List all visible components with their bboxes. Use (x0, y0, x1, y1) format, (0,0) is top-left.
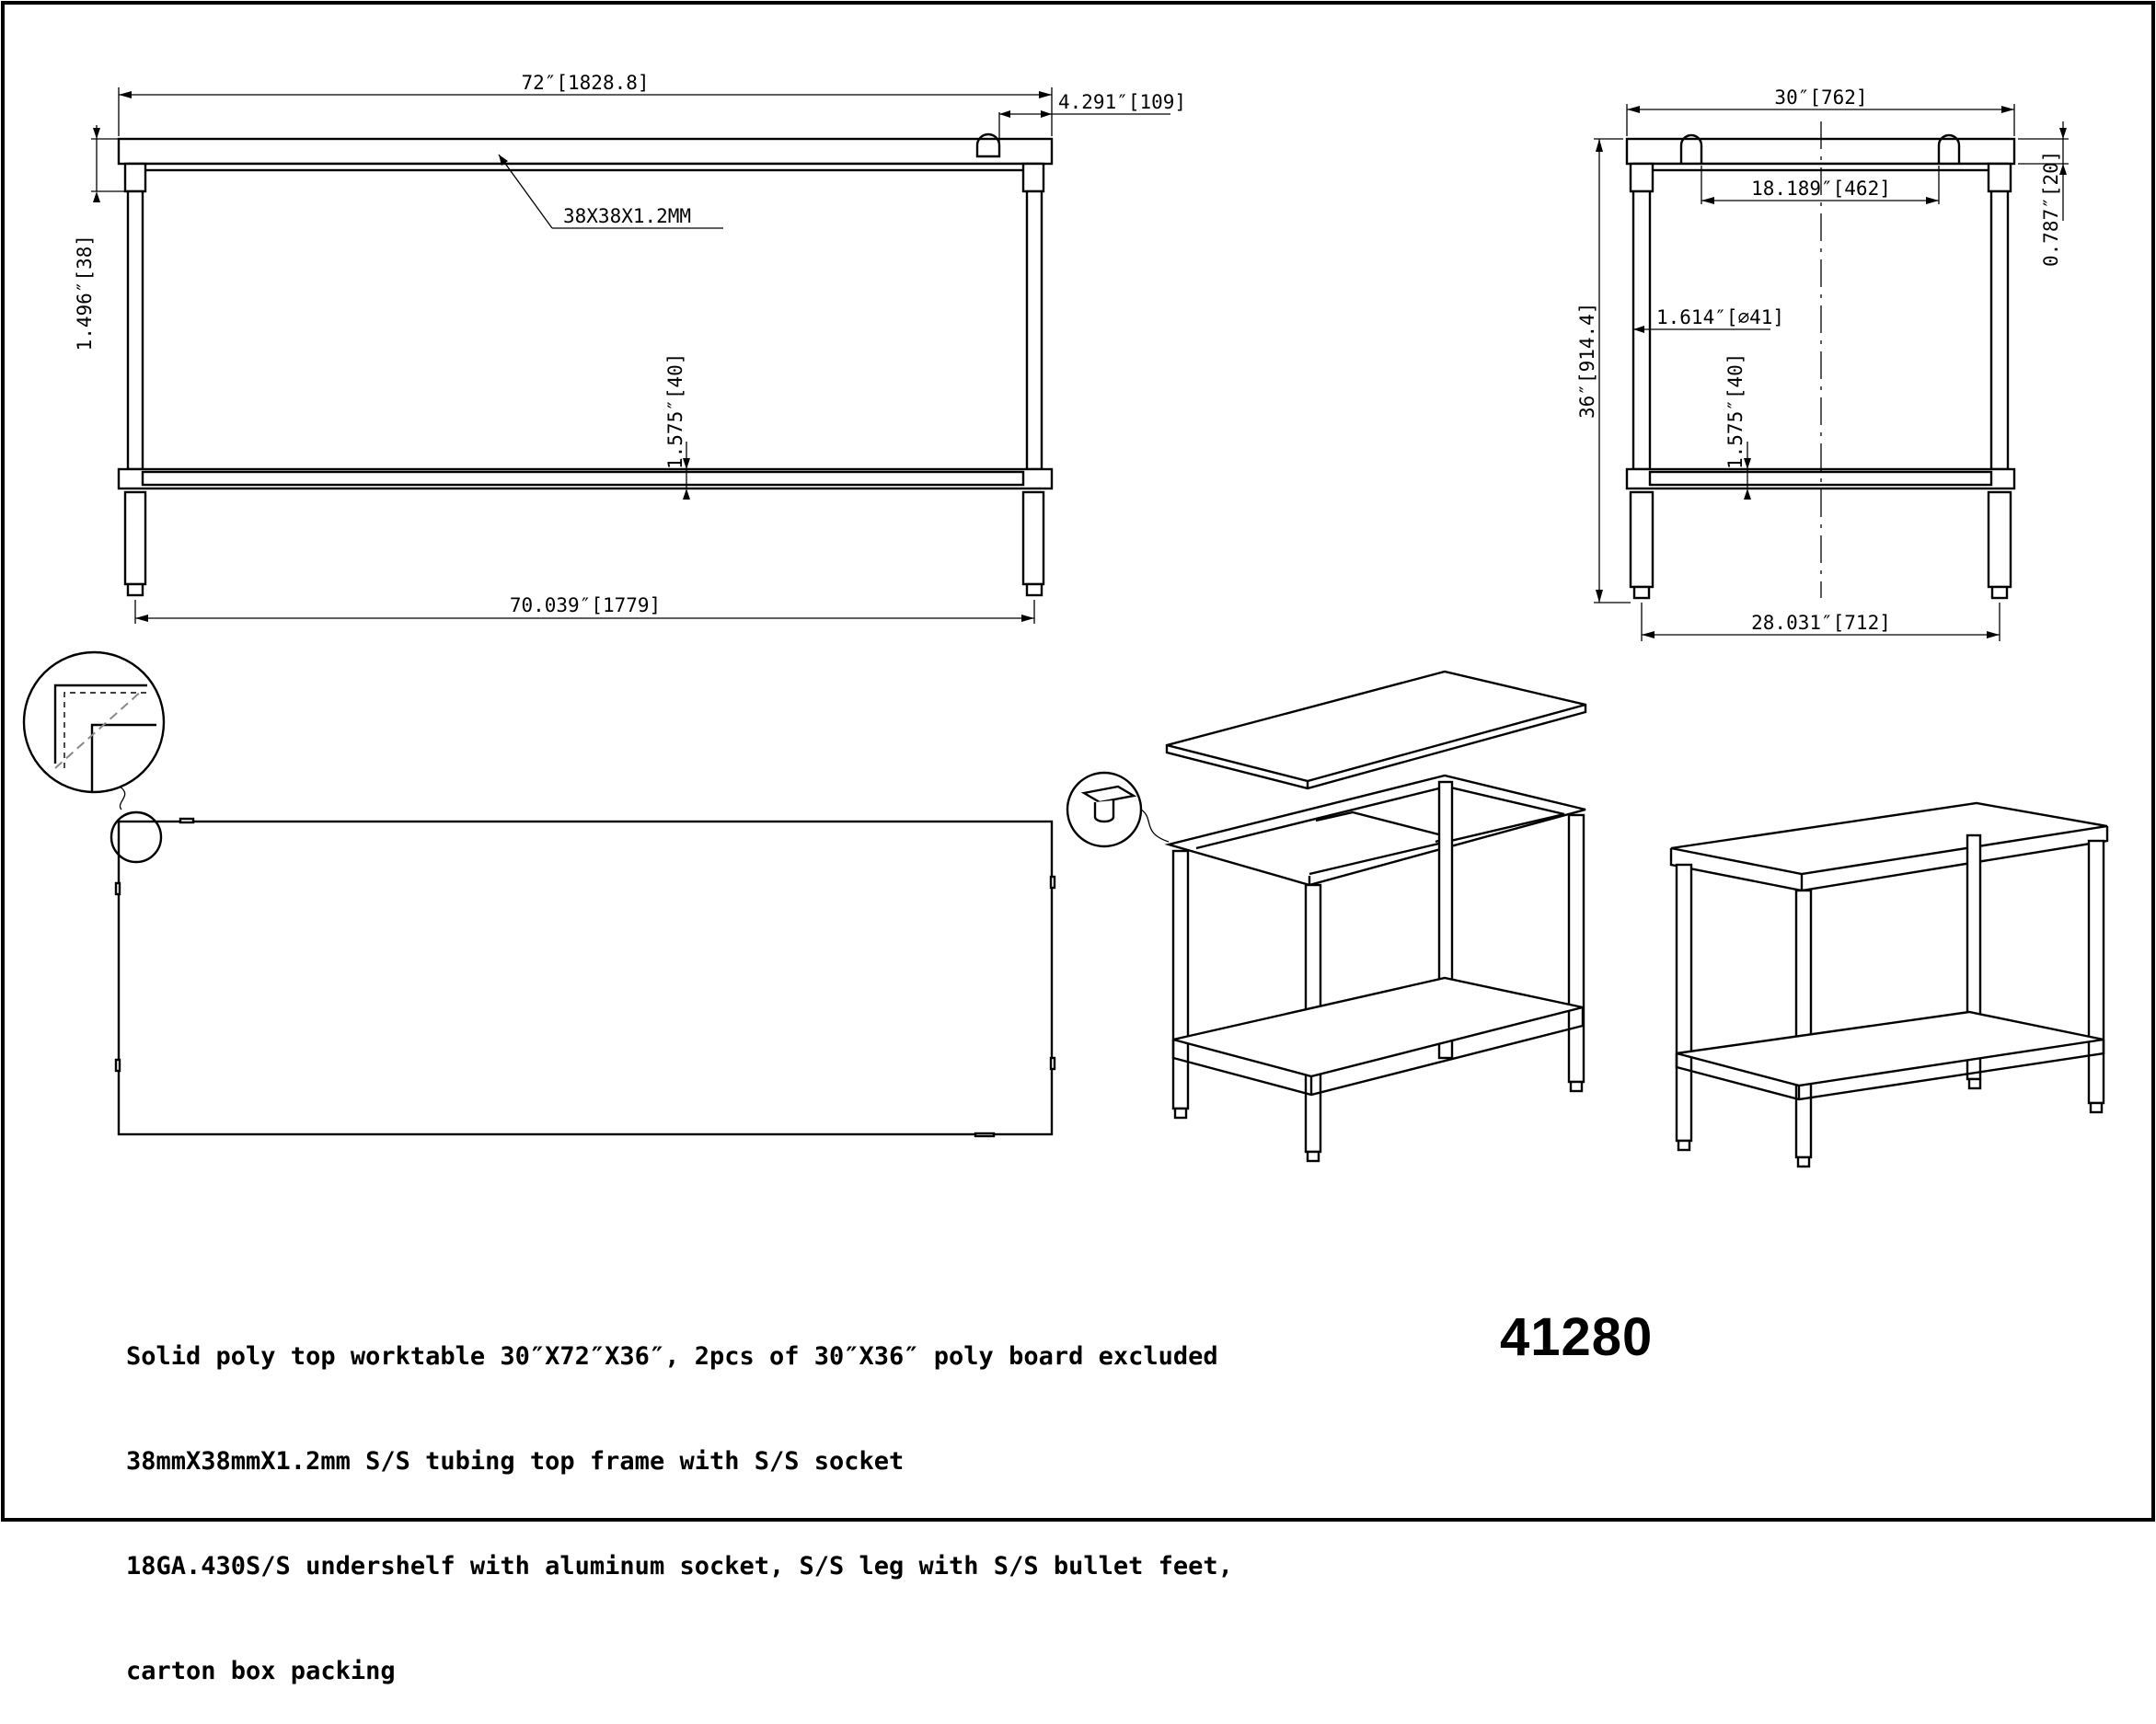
side-leg-diameter-dim: 1.614″[⌀41] (1656, 306, 1785, 328)
note-line-4: carton box packing (126, 1657, 396, 1685)
plan-view (24, 652, 1055, 1136)
exploded-isometric-view (1067, 672, 1585, 1161)
side-depth-dim: 30″[762] (1774, 86, 1868, 109)
side-height-dim: 36″[914.4] (1576, 302, 1598, 419)
side-top-thickness-dim: 0.787″[20] (2040, 150, 2062, 267)
note-line-3: 18GA.430S/S undershelf with aluminum socket, S/S leg with S/S bullet feet, (126, 1552, 1233, 1580)
side-elevation-view (1576, 86, 2069, 641)
front-leg-span-dim: 70.039″[1779] (509, 594, 662, 616)
side-leg-span-dim: 28.031″[712] (1751, 612, 1891, 634)
front-socket-offset-dim: 4.291″[109] (1058, 91, 1187, 113)
front-elevation-view (74, 72, 1186, 624)
model-number: 41280 (1500, 1307, 1654, 1367)
front-tubing-callout: 38X38X1.2MM (563, 205, 692, 227)
note-line-2: 38mmX38mmX1.2mm S/S tubing top frame with S/S socket (126, 1447, 905, 1476)
specification-notes (126, 1270, 1233, 1724)
side-socket-spacing-dim: 18.189″[462] (1751, 178, 1891, 200)
front-undershelf-dim: 1.575″[40] (664, 352, 686, 469)
note-line-1: Solid poly top worktable 30″X72″X36″, 2pcs of 30″X36″ poly board excluded (126, 1342, 1218, 1371)
side-undershelf-dim: 1.575″[40] (1724, 352, 1747, 469)
front-width-dim: 72″[1828.8] (521, 72, 650, 94)
front-frame-height-dim: 1.496″[38] (74, 235, 96, 351)
assembled-isometric-view (1671, 803, 2107, 1167)
